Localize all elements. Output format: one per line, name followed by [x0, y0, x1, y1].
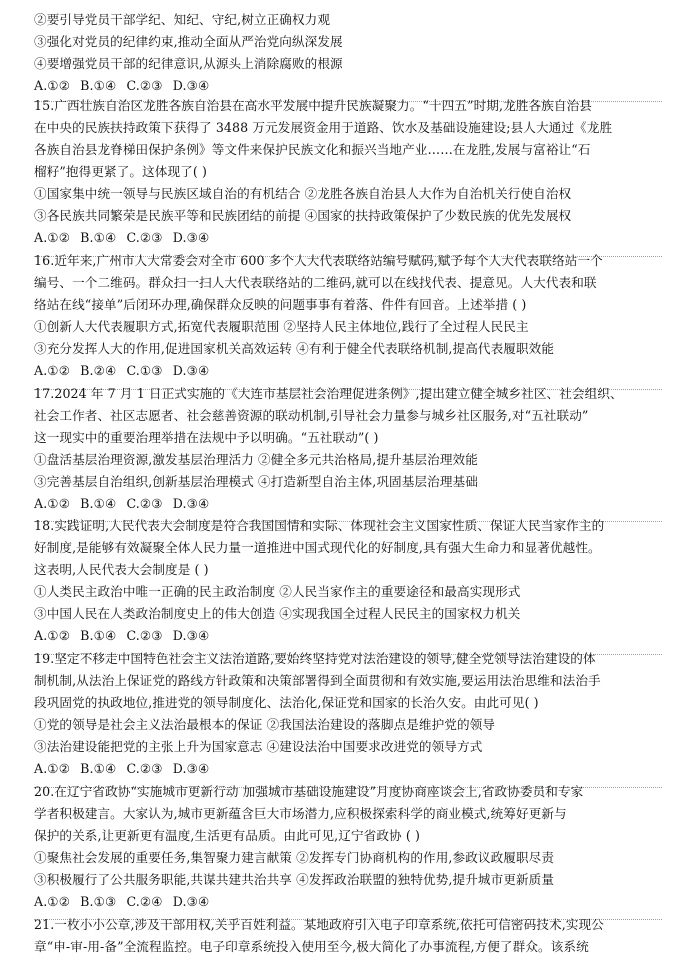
text-line: 21.一枚小小公章,涉及干部用权,关乎百姓利益。某地政府引入电子印章系统,依托可信密码技术,实现公 — [34, 917, 604, 932]
text-line: ②要引导党员干部学纪、知纪、守纪,树立正确权力观 — [34, 12, 331, 27]
text-line: ③充分发挥人大的作用,促进国家机关高效运转 ④有利于健全代表联络机制,提高代表履职效能 — [34, 341, 555, 356]
text-line: ①国家集中统一领导与民族区域自治的有机结合 ②龙胜各族自治县人大作为自治机关行使自治权 — [34, 186, 572, 201]
text-line: 学者积极建言。大家认为,城市更新蕴含巨大市场潜力,应积极探索科学的商业模式,统筹好更新与 — [34, 806, 567, 821]
text-line: ①创新人大代表履职方式,拓宽代表履职范围 ②坚持人民主体地位,践行了全过程人民民主 — [34, 319, 529, 334]
text-line: 19.坚定不移走中国特色社会主义法治道路,要始终坚持党对法治建设的领导,健全党领导法治建设的体 — [34, 651, 596, 666]
text-line: ①人类民主政治中唯一正确的民主政治制度 ②人民当家作主的重要途径和最高实现形式 — [34, 584, 521, 599]
text-line: ①盘活基层治理资源,激发基层治理活力 ②健全多元共治格局,提升基层治理效能 — [34, 452, 478, 467]
answer-options: A.①② B.①④ C.②③ D.③④ — [34, 230, 210, 245]
text-line: 保护的关系,让更新更有温度,生活更有品质。由此可见,辽宁省政协 ( ) — [34, 828, 420, 843]
text-line: 榴籽”抱得更紧了。这体现了( ) — [34, 164, 207, 179]
answer-options: A.①② B.①④ C.②③ D.③④ — [34, 496, 210, 511]
text-line: 好制度,是能够有效凝聚全体人民力量一道推进中国式现代化的好制度,具有强大生命力和显著优越性。 — [34, 540, 601, 555]
answer-options: A.①② B.①④ C.②③ D.③④ — [34, 761, 210, 776]
text-line: 络站在线“接单”后闭环办理,确保群众反映的问题事事有着落、件件有回音。上述举措 ( ) — [34, 297, 527, 312]
text-line: 制机制,从法治上保证党的路线方针政策和决策部署得到全面贯彻和有效实施,要运用法治思维和法治手 — [34, 673, 601, 688]
text-line: 在中央的民族扶持政策下获得了 3488 万元发展资金用于道路、饮水及基础设施建设;县人大通过《龙胜 — [34, 120, 613, 135]
text-line: ①党的领导是社会主义法治最根本的保证 ②我国法治建设的落脚点是维护党的领导 — [34, 717, 496, 732]
text-line: 20.在辽宁省政协“实施城市更新行动 加强城市基础设施建设”月度协商座谈会上,省政协委员和专家 — [34, 784, 584, 799]
text-line: 17.2024 年 7 月 1 日正式实施的《大连市基层社会治理促进条例》,提出建立健全城乡社区、社会组织、 — [34, 386, 623, 401]
text-line: ③积极履行了公共服务职能,共谋共建共治共享 ④发挥政治联盟的独特优势,提升城市更新质量 — [34, 872, 555, 887]
answer-options: A.①② B.①③ C.②④ D.③④ — [34, 894, 210, 909]
text-line: ①聚焦社会发展的重要任务,集智聚力建言献策 ②发挥专门协商机构的作用,参政议政履职尽责 — [34, 850, 555, 865]
text-line: 社会工作者、社区志愿者、社会慈善资源的联动机制,引导社会力量参与城乡社区服务,对“五社联动” — [34, 408, 589, 423]
text-line: 章“申-审-用-备”全流程监控。电子印章系统投入使用至今,极大简化了办事流程,方便了群众。该系统 — [34, 939, 589, 954]
text-line: ③完善基层自治组织,创新基层治理模式 ④打造新型自治主体,巩固基层治理基础 — [34, 474, 478, 489]
answer-options: A.①② B.①④ C.②③ D.③④ — [34, 628, 210, 643]
text-line: 16.近年来,广州市人大常委会对全市 600 多个人大代表联络站编号赋码,赋予每个人大代表联络站一个 — [34, 253, 603, 268]
text-line: ③中国人民在人类政治制度史上的伟大创造 ④实现我国全过程人民民主的国家权力机关 — [34, 606, 521, 621]
text-line: ④要增强党员干部的纪律意识,从源头上消除腐败的根源 — [34, 56, 343, 71]
text-line: 各族自治县龙脊梯田保护条例》等文件来保护民族文化和振兴当地产业……在龙胜,发展与富裕让“石 — [34, 142, 591, 157]
text-line: ③法治建设能把党的主张上升为国家意志 ④建设法治中国要求改进党的领导方式 — [34, 739, 483, 754]
text-line: 这一现实中的重要治理举措在法规中予以明确。“五社联动”( ) — [34, 430, 379, 445]
text-line: 这表明,人民代表大会制度是 ( ) — [34, 562, 209, 577]
text-line: 编号、一个二维码。群众扫一扫人大代表联络站的二维码,就可以在线找代表、提意见。人大代表和联 — [34, 275, 597, 290]
answer-options: A.①② B.②④ C.①③ D.③④ — [34, 363, 210, 378]
text-line: 18.实践证明,人民代表大会制度是符合我国国情和实际、体现社会主义国家性质、保证人民当家作主的 — [34, 518, 605, 533]
text-line: ③各民族共同繁荣是民族平等和民族团结的前提 ④国家的扶持政策保护了少数民族的优先发展权 — [34, 208, 572, 223]
answer-options: A.①② B.①④ C.②③ D.③④ — [34, 78, 210, 93]
text-line: ③强化对党员的纪律约束,推动全面从严治党向纵深发展 — [34, 34, 343, 49]
text-line: 15.广西壮族自治区龙胜各族自治县在高水平发展中提升民族凝聚力。“十四五”时期,龙胜各族自治县 — [34, 98, 592, 113]
text-line: 段巩固党的执政地位,推进党的领导制度化、法治化,保证党和国家的长治久安。由此可见( ) — [34, 695, 539, 710]
